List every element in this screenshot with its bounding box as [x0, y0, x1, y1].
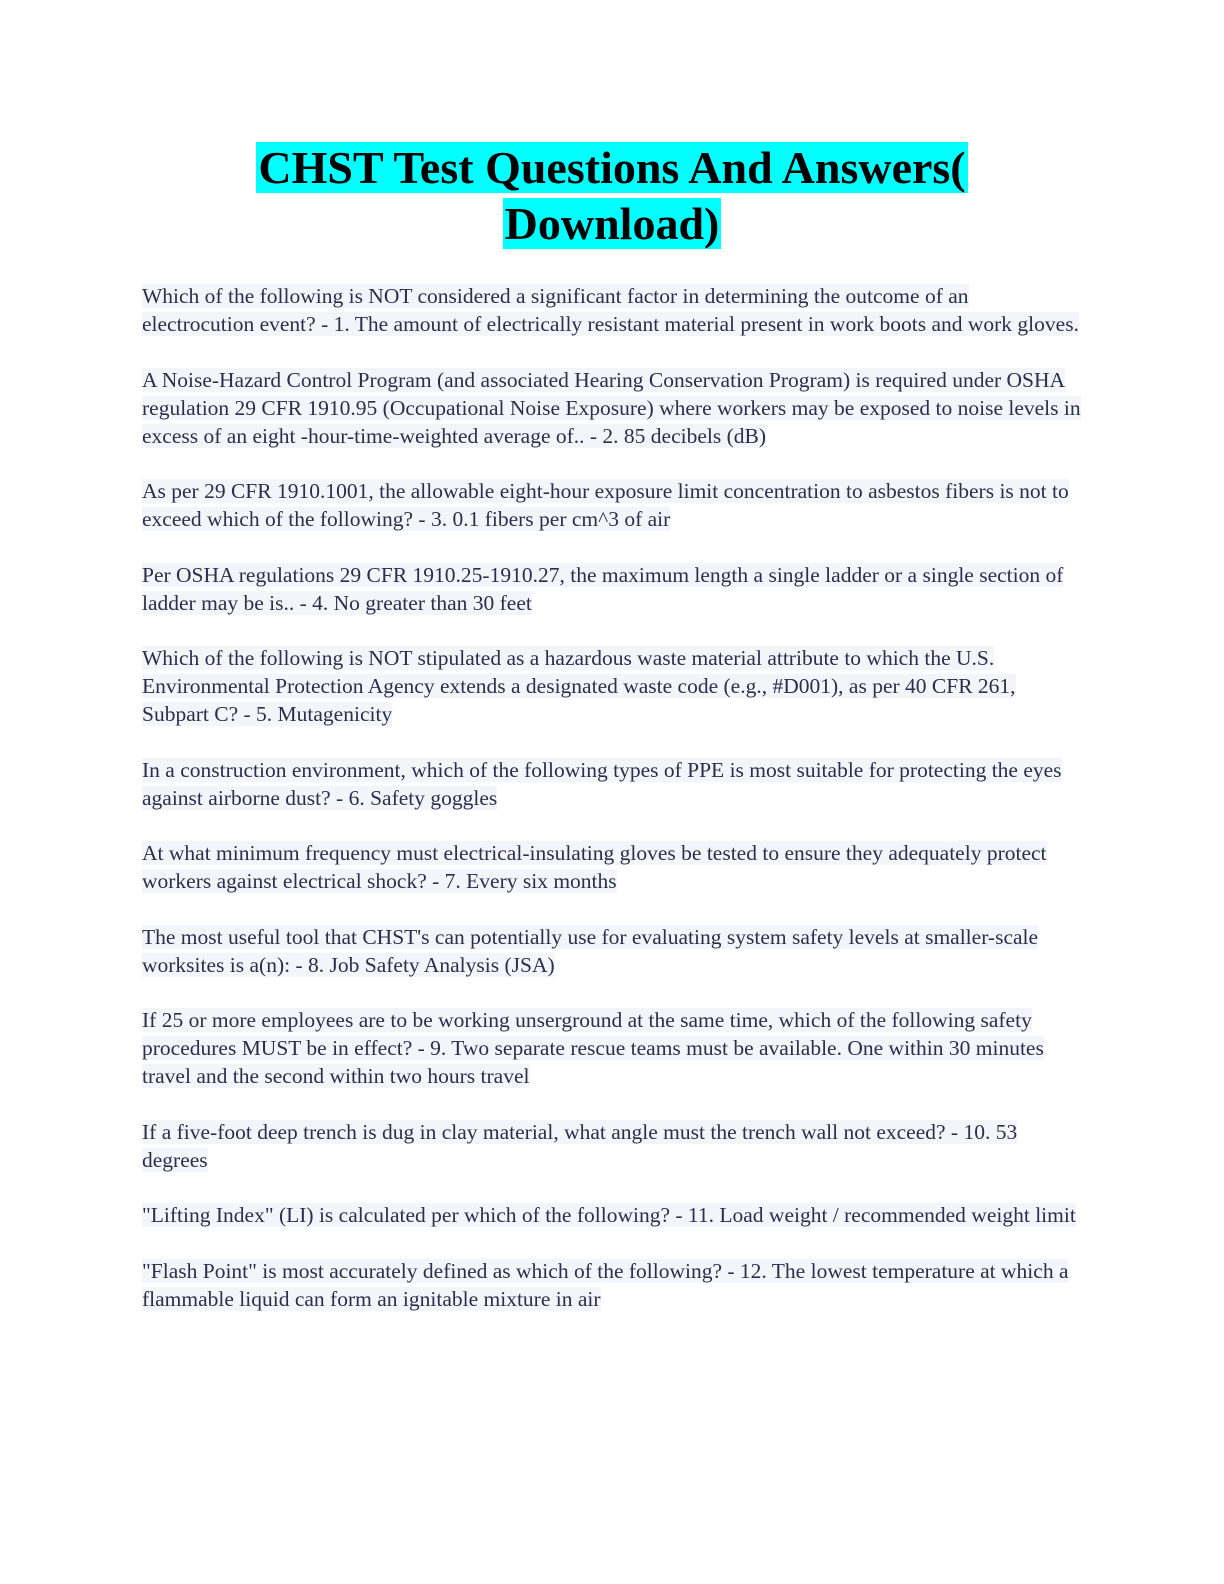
qa-text: In a construction environment, which of the following types of PPE is most suitable for protecting the eyes against airborne dust? - 6. Safety goggles [142, 757, 1062, 810]
qa-text: "Lifting Index" (LI) is calculated per which of the following? - 11. Load weight / recommended weight limit [142, 1203, 1076, 1227]
title-block [0, 140, 1224, 252]
qa-text: If a five-foot deep trench is dug in clay material, what angle must the trench wall not exceed? - 10. 53 degrees [142, 1119, 1018, 1172]
qa-item-8 [142, 923, 1082, 979]
qa-item-11 [142, 1201, 1082, 1229]
qa-item-1 [142, 282, 1082, 338]
qa-text: If 25 or more employees are to be working unserground at the same time, which of the following safety procedures MUST be in effect? - 9. Two separate rescue teams must be available. One within 30 minutes travel and the second within two hours travel [142, 1008, 1044, 1088]
qa-item-12 [142, 1257, 1082, 1313]
qa-text: As per 29 CFR 1910.1001, the allowable eight-hour exposure limit concentration to asbestos fibers is not to exceed which of the following? - 3. 0.1 fibers per cm^3 of air [142, 479, 1069, 531]
qa-item-7 [142, 839, 1082, 895]
qa-item-5 [142, 644, 1082, 728]
qa-item-4 [142, 561, 1082, 617]
qa-text: A Noise-Hazard Control Program (and associated Hearing Conservation Program) is required under OSHA regulation 29 CFR 1910.95 (Occupational Noise Exposure) where workers may be exposed to noise levels in excess of an eight -hour-time-weighted average of.. - 2. 85 decibels (dB) [142, 367, 1081, 448]
qa-item-3 [142, 477, 1082, 533]
qa-item-9 [142, 1006, 1082, 1090]
page-title-line-1: CHST Test Questions And Answers( [258, 142, 966, 193]
qa-text: Per OSHA regulations 29 CFR 1910.25-1910.27, the maximum length a single ladder or a single section of ladder may be is.. - 4. No greater than 30 feet [142, 562, 1064, 615]
qa-text: Which of the following is NOT stipulated as a hazardous waste material attribute to which the U.S. Environmental Protection Agency extends a designated waste code (e.g., #D001), as per 40 CFR 261, Subpart C? - 5. Mutagenicity [142, 646, 1016, 726]
qa-text: The most useful tool that CHST's can potentially use for evaluating system safety levels at smaller-scale worksites is a(n): - 8. Job Safety Analysis (JSA) [142, 924, 1039, 977]
page-title [0, 140, 1224, 252]
qa-text: "Flash Point" is most accurately defined as which of the following? - 12. The lowest temperature at which a flammable liquid can form an ignitable mixture in air [142, 1258, 1069, 1311]
qa-item-10 [142, 1118, 1082, 1174]
qa-text: At what minimum frequency must electrical-insulating gloves be tested to ensure they adequately protect workers against electrical shock? - 7. Every six months [142, 841, 1047, 893]
page-title-line-2: Download) [504, 198, 720, 249]
qa-item-2 [142, 366, 1082, 450]
qa-item-6 [142, 756, 1082, 812]
qa-list [142, 282, 1082, 1340]
qa-text: Which of the following is NOT considered a significant factor in determining the outcome of an electrocution event? - 1. The amount of electrically resistant material present in work boots and work gloves. [142, 284, 1079, 336]
